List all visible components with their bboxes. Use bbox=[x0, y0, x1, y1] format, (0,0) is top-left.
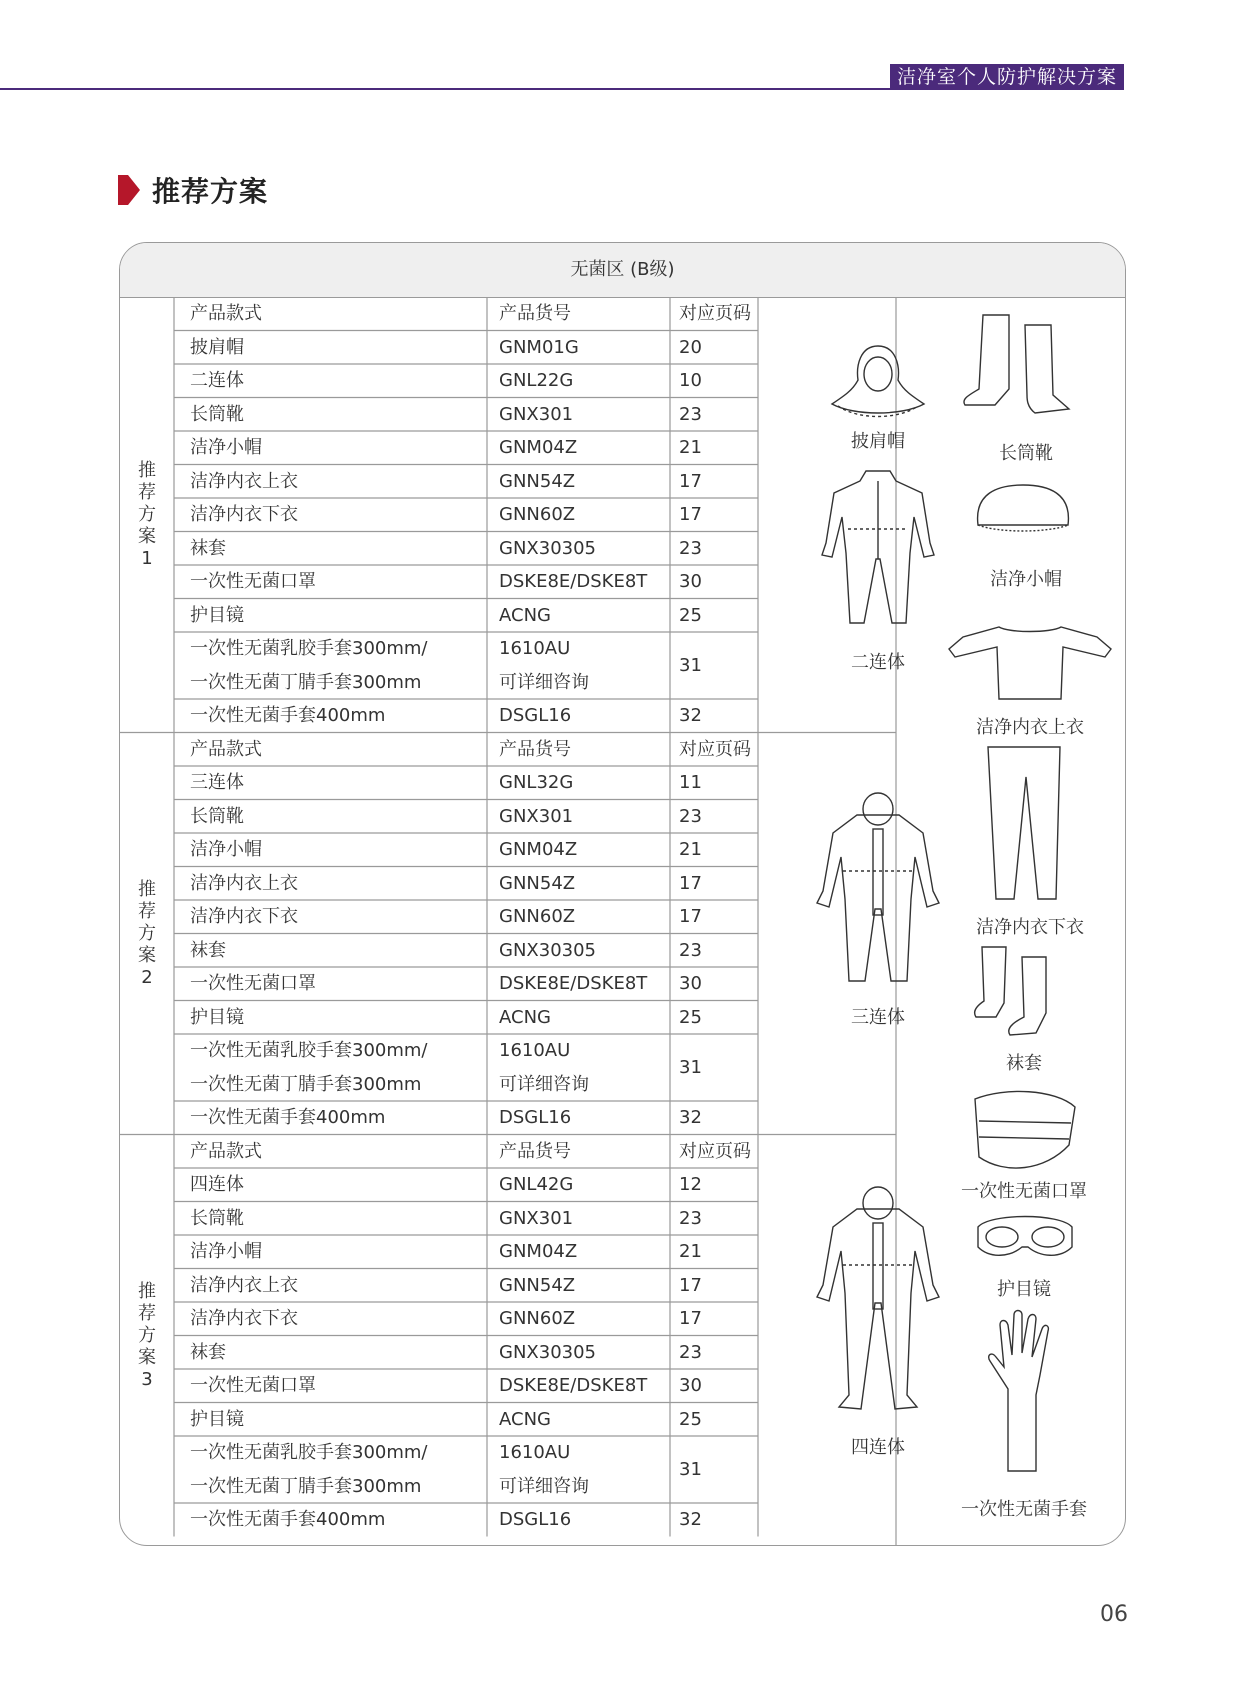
column-header-page: 对应页码 bbox=[679, 1140, 751, 1162]
row-code: 1610AU bbox=[499, 638, 571, 659]
row-style: 洁净小帽 bbox=[190, 1241, 262, 1262]
row-style: 一次性无菌乳胶手套300mm/ bbox=[190, 1040, 428, 1061]
clean-pants-icon bbox=[980, 743, 1070, 905]
row-page: 11 bbox=[679, 772, 702, 793]
row-style: 一次性无菌乳胶手套300mm/ bbox=[190, 1442, 428, 1463]
row-style: 三连体 bbox=[190, 772, 244, 793]
row-style: 披肩帽 bbox=[190, 336, 244, 358]
row-page: 25 bbox=[679, 1006, 702, 1028]
row-page: 17 bbox=[679, 504, 702, 525]
row-style: 护目镜 bbox=[190, 1408, 244, 1430]
row-style: 一次性无菌口罩 bbox=[190, 571, 316, 592]
figure-label-mask: 一次性无菌口罩 bbox=[961, 1181, 1087, 1202]
row-code: ACNG bbox=[499, 604, 551, 626]
row-code: DSGL16 bbox=[499, 1509, 572, 1530]
header-banner: 洁净室个人防护解决方案 bbox=[890, 64, 1124, 90]
row-page: 21 bbox=[679, 437, 702, 458]
row-style-line2: 一次性无菌丁腈手套300mm bbox=[190, 1073, 422, 1095]
row-page: 10 bbox=[679, 370, 702, 391]
glove-icon bbox=[978, 1305, 1068, 1477]
row-page: 25 bbox=[679, 1408, 702, 1430]
row-style: 护目镜 bbox=[190, 604, 244, 626]
row-code: GNX301 bbox=[499, 1207, 574, 1229]
row-style: 护目镜 bbox=[190, 1006, 244, 1028]
heading-marker-icon bbox=[118, 175, 128, 205]
row-style: 洁净小帽 bbox=[190, 839, 262, 860]
row-code: GNN60Z bbox=[499, 1308, 576, 1329]
plan-label: 推荐方案3 bbox=[138, 1280, 156, 1390]
figure-label-coverall-3: 三连体 bbox=[851, 1007, 905, 1028]
row-style: 洁净内衣上衣 bbox=[190, 872, 298, 894]
figure-label-goggles: 护目镜 bbox=[997, 1279, 1051, 1300]
heading-arrow-icon bbox=[128, 175, 140, 205]
row-page: 20 bbox=[679, 336, 702, 358]
row-style: 洁净小帽 bbox=[190, 437, 262, 458]
row-style: 四连体 bbox=[190, 1174, 244, 1195]
row-style: 一次性无菌乳胶手套300mm/ bbox=[190, 638, 428, 659]
section-heading bbox=[118, 170, 268, 210]
column-header-page: 对应页码 bbox=[679, 738, 751, 760]
row-style: 袜套 bbox=[190, 939, 226, 961]
row-code: GNN60Z bbox=[499, 906, 576, 927]
long-boots-icon bbox=[955, 309, 1095, 419]
column-header-style: 产品款式 bbox=[190, 303, 262, 324]
row-page: 25 bbox=[679, 604, 702, 626]
section-title: 推荐方案 bbox=[152, 175, 269, 208]
row-code: GNX301 bbox=[499, 403, 574, 425]
row-page: 30 bbox=[679, 973, 702, 994]
row-code: GNL22G bbox=[499, 370, 574, 391]
two-piece-coverall-icon bbox=[788, 463, 968, 633]
socks-icon bbox=[970, 943, 1070, 1043]
row-page: 17 bbox=[679, 470, 702, 492]
figure-label-coverall-2: 二连体 bbox=[851, 652, 905, 673]
row-style: 洁净内衣下衣 bbox=[190, 906, 298, 927]
row-code: GNN54Z bbox=[499, 872, 576, 894]
row-code: GNM04Z bbox=[499, 839, 578, 860]
row-code: GNX301 bbox=[499, 805, 574, 827]
row-style: 洁净内衣下衣 bbox=[190, 1308, 298, 1329]
row-code: DSKE8E/DSKE8T bbox=[499, 571, 648, 592]
row-code-line2: 可详细咨询 bbox=[499, 1475, 589, 1497]
column-header-code: 产品货号 bbox=[499, 738, 571, 760]
row-page: 17 bbox=[679, 1274, 702, 1296]
row-style: 一次性无菌手套400mm bbox=[190, 705, 386, 726]
row-code: GNX30305 bbox=[499, 939, 597, 961]
row-style: 洁净内衣上衣 bbox=[190, 1274, 298, 1296]
figure-label-coverall-4: 四连体 bbox=[851, 1437, 905, 1458]
figure-label-socks: 袜套 bbox=[1006, 1053, 1042, 1074]
row-code: DSGL16 bbox=[499, 1107, 572, 1128]
row-style: 长筒靴 bbox=[190, 805, 244, 827]
row-page: 23 bbox=[679, 1207, 702, 1229]
row-style: 洁净内衣上衣 bbox=[190, 470, 298, 492]
column-header-code: 产品货号 bbox=[499, 1140, 571, 1162]
row-page: 31 bbox=[679, 654, 702, 676]
recommendation-table bbox=[119, 242, 1126, 1546]
row-style: 袜套 bbox=[190, 537, 226, 559]
row-style: 一次性无菌手套400mm bbox=[190, 1509, 386, 1530]
row-code: GNX30305 bbox=[499, 1341, 597, 1363]
figure-label-cap: 洁净小帽 bbox=[990, 569, 1062, 590]
column-header-page: 对应页码 bbox=[679, 303, 751, 324]
four-piece-coverall-icon bbox=[783, 1185, 973, 1425]
row-style-line2: 一次性无菌丁腈手套300mm bbox=[190, 671, 422, 693]
row-style: 二连体 bbox=[190, 370, 244, 391]
row-code: 1610AU bbox=[499, 1040, 571, 1061]
row-code: ACNG bbox=[499, 1006, 551, 1028]
row-code: GNM01G bbox=[499, 336, 579, 358]
three-piece-coverall-icon bbox=[783, 791, 973, 991]
row-style: 一次性无菌手套400mm bbox=[190, 1107, 386, 1128]
row-page: 31 bbox=[679, 1458, 702, 1480]
page-number: 06 bbox=[1100, 1602, 1128, 1627]
row-code: GNM04Z bbox=[499, 1241, 578, 1262]
row-page: 32 bbox=[679, 705, 702, 726]
row-code: DSKE8E/DSKE8T bbox=[499, 973, 648, 994]
row-page: 23 bbox=[679, 403, 702, 425]
row-code: DSKE8E/DSKE8T bbox=[499, 1375, 648, 1396]
row-page: 17 bbox=[679, 1308, 702, 1329]
hood-icon bbox=[808, 338, 948, 438]
plan-label: 推荐方案1 bbox=[138, 459, 156, 569]
row-code: GNL32G bbox=[499, 772, 574, 793]
panel-title: 无菌区 (B级) bbox=[120, 243, 1125, 298]
plan-label: 推荐方案2 bbox=[138, 878, 156, 988]
row-page: 21 bbox=[679, 839, 702, 860]
row-page: 21 bbox=[679, 1241, 702, 1262]
row-code: DSGL16 bbox=[499, 705, 572, 726]
figure-label-pants: 洁净内衣下衣 bbox=[976, 917, 1084, 938]
row-code-line2: 可详细咨询 bbox=[499, 1073, 589, 1095]
row-page: 23 bbox=[679, 805, 702, 827]
row-code: ACNG bbox=[499, 1408, 551, 1430]
row-code: GNN54Z bbox=[499, 1274, 576, 1296]
row-style: 袜套 bbox=[190, 1341, 226, 1363]
row-code-line2: 可详细咨询 bbox=[499, 671, 589, 693]
row-page: 30 bbox=[679, 1375, 702, 1396]
row-page: 23 bbox=[679, 939, 702, 961]
row-page: 32 bbox=[679, 1509, 702, 1530]
figure-label-top: 洁净内衣上衣 bbox=[976, 717, 1084, 738]
figure-label-gloves: 一次性无菌手套 bbox=[961, 1499, 1087, 1520]
row-style: 洁净内衣下衣 bbox=[190, 504, 298, 525]
column-header-code: 产品货号 bbox=[499, 303, 571, 324]
column-header-style: 产品款式 bbox=[190, 738, 262, 760]
figure-label-boots: 长筒靴 bbox=[999, 443, 1053, 464]
row-style: 一次性无菌口罩 bbox=[190, 1375, 316, 1396]
face-mask-icon bbox=[965, 1085, 1085, 1177]
row-page: 23 bbox=[679, 1341, 702, 1363]
row-page: 23 bbox=[679, 537, 702, 559]
row-code: GNM04Z bbox=[499, 437, 578, 458]
column-header-style: 产品款式 bbox=[190, 1140, 262, 1162]
figure-label-hood: 披肩帽 bbox=[851, 431, 905, 452]
row-code: GNX30305 bbox=[499, 537, 597, 559]
row-code: 1610AU bbox=[499, 1442, 571, 1463]
row-code: GNN54Z bbox=[499, 470, 576, 492]
row-page: 17 bbox=[679, 906, 702, 927]
row-page: 30 bbox=[679, 571, 702, 592]
row-code: GNN60Z bbox=[499, 504, 576, 525]
row-style: 长筒靴 bbox=[190, 1207, 244, 1229]
clean-top-icon bbox=[945, 623, 1115, 703]
row-style-line2: 一次性无菌丁腈手套300mm bbox=[190, 1475, 422, 1497]
clean-cap-icon bbox=[968, 479, 1078, 539]
row-page: 31 bbox=[679, 1056, 702, 1078]
row-style: 长筒靴 bbox=[190, 403, 244, 425]
row-page: 17 bbox=[679, 872, 702, 894]
row-code: GNL42G bbox=[499, 1174, 574, 1195]
goggles-icon bbox=[970, 1209, 1080, 1265]
row-style: 一次性无菌口罩 bbox=[190, 973, 316, 994]
row-page: 32 bbox=[679, 1107, 702, 1128]
row-page: 12 bbox=[679, 1174, 702, 1195]
